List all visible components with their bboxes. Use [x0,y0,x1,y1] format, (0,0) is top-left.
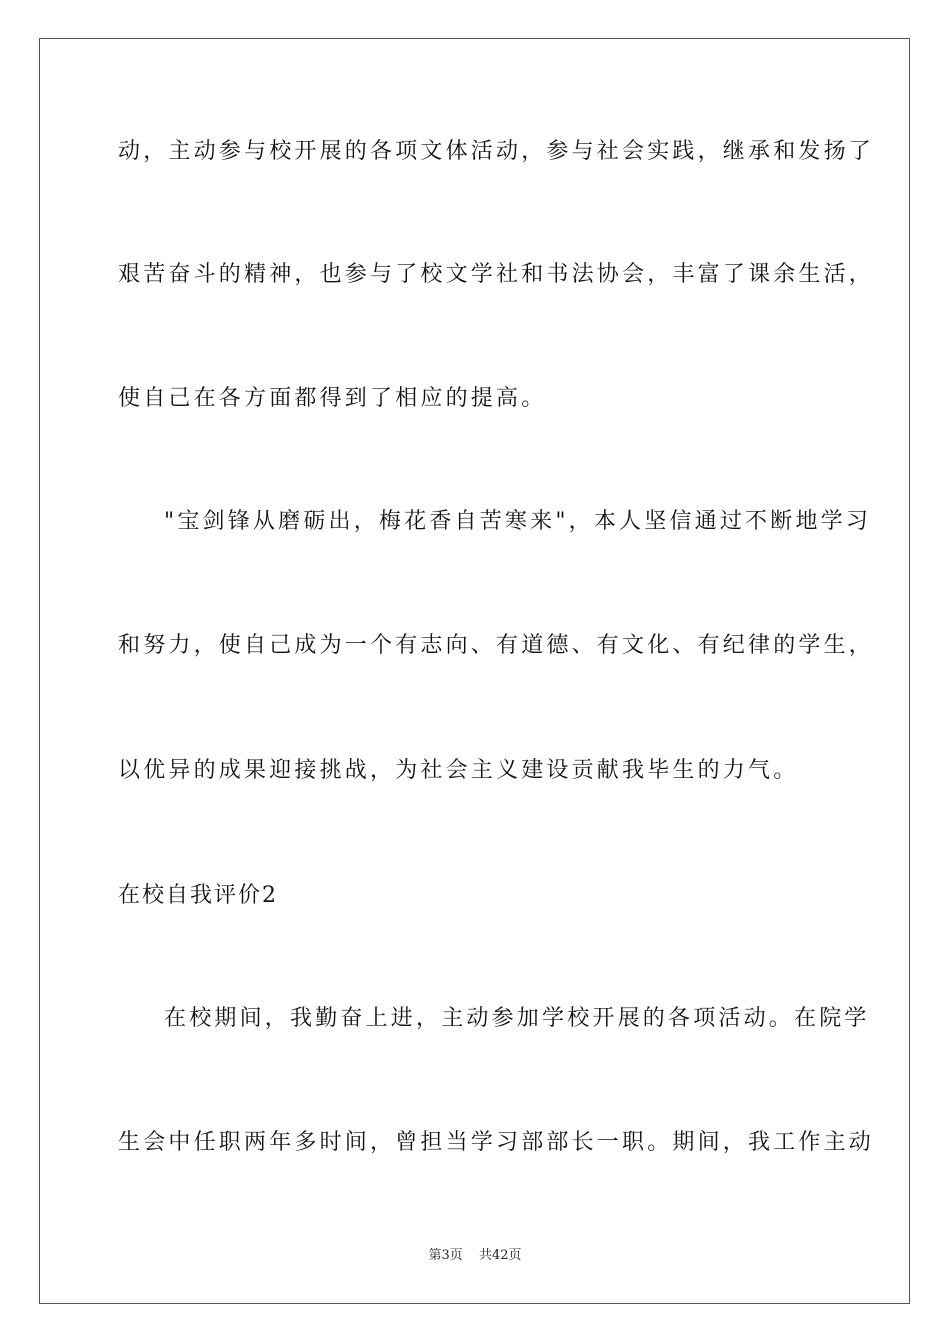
paragraph-line: "宝剑锋从磨砺出，梅花香自苦寒来"，本人坚信通过不断地学习 [164,509,872,534]
page-frame [39,38,910,1304]
page-number: 第3页 [428,1248,463,1263]
paragraph-line: 艰苦奋斗的精神，也参与了校文学社和书法协会，丰富了课余生活， [118,262,875,287]
paragraph-line: 在校期间，我勤奋上进，主动参加学校开展的各项活动。在院学 [164,1006,870,1031]
paragraph-line: 动，主动参与校开展的各项文体活动，参与社会实践，继承和发扬了 [118,139,875,164]
paragraph-line: 以优异的成果迎接挑战，为社会主义建设贡献我毕生的力气。 [118,758,799,783]
paragraph-line: 使自己在各方面都得到了相应的提高。 [118,386,547,411]
page-footer [0,1247,950,1265]
page-total: 共42页 [478,1248,522,1263]
section-heading: 在校自我评价2 [118,883,278,908]
paragraph-line: 和努力，使自己成为一个有志向、有道德、有文化、有纪律的学生， [118,633,875,658]
paragraph-line: 生会中任职两年多时间，曾担当学习部部长一职。期间，我工作主动 [118,1130,875,1155]
